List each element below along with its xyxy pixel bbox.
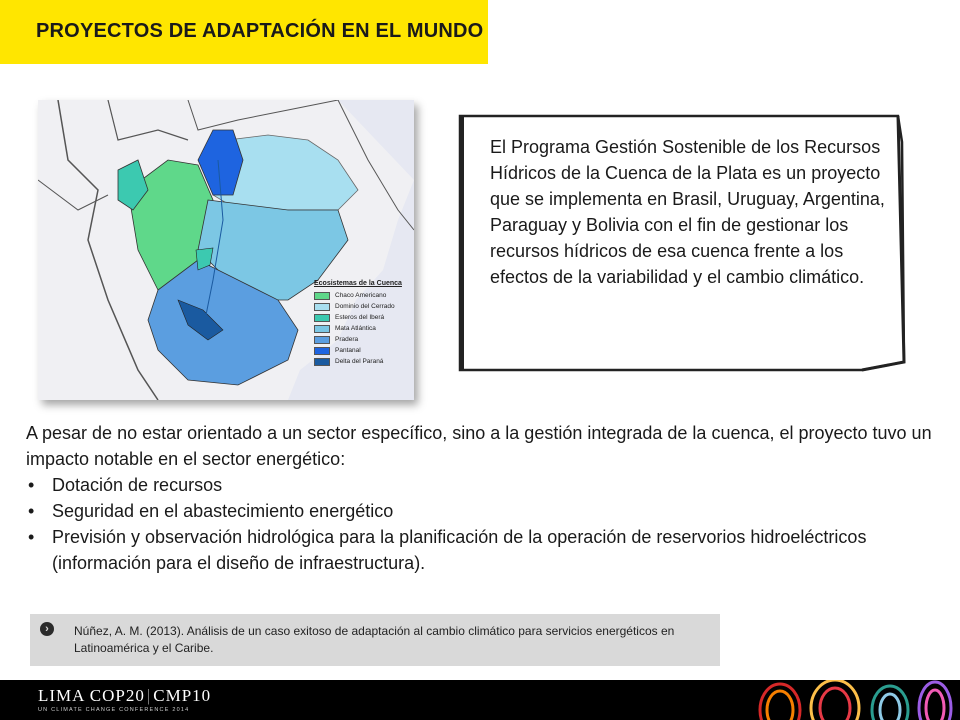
body-content — [26, 420, 946, 576]
legend-label: Pantanal — [335, 347, 361, 354]
legend-label: Pradera — [335, 336, 359, 343]
legend-item — [314, 290, 408, 301]
reference-box — [30, 614, 720, 666]
legend-item — [314, 312, 408, 323]
page-title: PROYECTOS DE ADAPTACIÓN EN EL MUNDO — [36, 20, 484, 42]
callout-text: El Programa Gestión Sostenible de los Recursos Hídricos de la Cuenca de la Plata es un proyecto que se implementa en Brasil, Uruguay, Argentina, Paraguay y Bolivia con el fin de gestionar los recursos hídricos de esa cuenca frente a los efectos de la variabilidad y el cambio climático. — [490, 137, 885, 287]
legend-item — [314, 323, 408, 334]
bullet-glyph: • — [28, 501, 35, 521]
bullet-text: Seguridad en el abastecimiento energético — [52, 501, 394, 521]
footer-decoration — [740, 680, 960, 720]
legend-label: Esteros del Iberá — [335, 314, 385, 321]
basin-map — [38, 100, 414, 400]
legend-swatch — [314, 347, 330, 355]
map-legend — [314, 280, 408, 367]
title-banner — [0, 0, 488, 64]
legend-item — [314, 301, 408, 312]
legend-label: Dominio del Cerrado — [335, 303, 395, 310]
legend-swatch — [314, 292, 330, 300]
logo-separator: | — [146, 686, 152, 705]
list-item — [26, 498, 946, 524]
legend-label: Mata Atlántica — [335, 325, 376, 332]
bullet-list — [26, 472, 946, 576]
legend-item — [314, 356, 408, 367]
legend-swatch — [314, 325, 330, 333]
legend-swatch — [314, 314, 330, 322]
bullet-text: Dotación de recursos — [52, 475, 223, 495]
bullet-glyph: • — [28, 527, 35, 547]
legend-label: Delta del Paraná — [335, 358, 384, 365]
arrow-circle-icon: › — [40, 622, 54, 636]
legend-swatch — [314, 358, 330, 366]
logo-right: CMP10 — [153, 686, 212, 705]
reference-text: Núñez, A. M. (2013). Análisis de un caso exitoso de adaptación al cambio climático para servicios energéticos en Latinoamérica y el Caribe. — [74, 624, 675, 655]
logo-left: LIMA COP20 — [38, 686, 145, 705]
legend-item — [314, 334, 408, 345]
footer-bar — [0, 680, 960, 720]
footer-subtitle: UN CLIMATE CHANGE CONFERENCE 2014 — [38, 707, 190, 713]
legend-title: Ecosistemas de la Cuenca — [314, 280, 402, 287]
legend-swatch — [314, 336, 330, 344]
legend-item — [314, 345, 408, 356]
cop20-logo — [38, 686, 211, 706]
bullet-text: Previsión y observación hidrológica para la planificación de la operación de reservorios hidroeléctricos (información para el diseño de infraestructura). — [52, 527, 867, 573]
bullet-glyph: • — [28, 475, 35, 495]
legend-label: Chaco Americano — [335, 292, 387, 299]
legend-swatch — [314, 303, 330, 311]
intro-paragraph: A pesar de no estar orientado a un sector específico, sino a la gestión integrada de la cuenca, el proyecto tuvo un impacto notable en el sector energético: — [26, 423, 932, 469]
list-item — [26, 472, 946, 498]
list-item — [26, 524, 946, 576]
program-callout — [456, 112, 906, 374]
